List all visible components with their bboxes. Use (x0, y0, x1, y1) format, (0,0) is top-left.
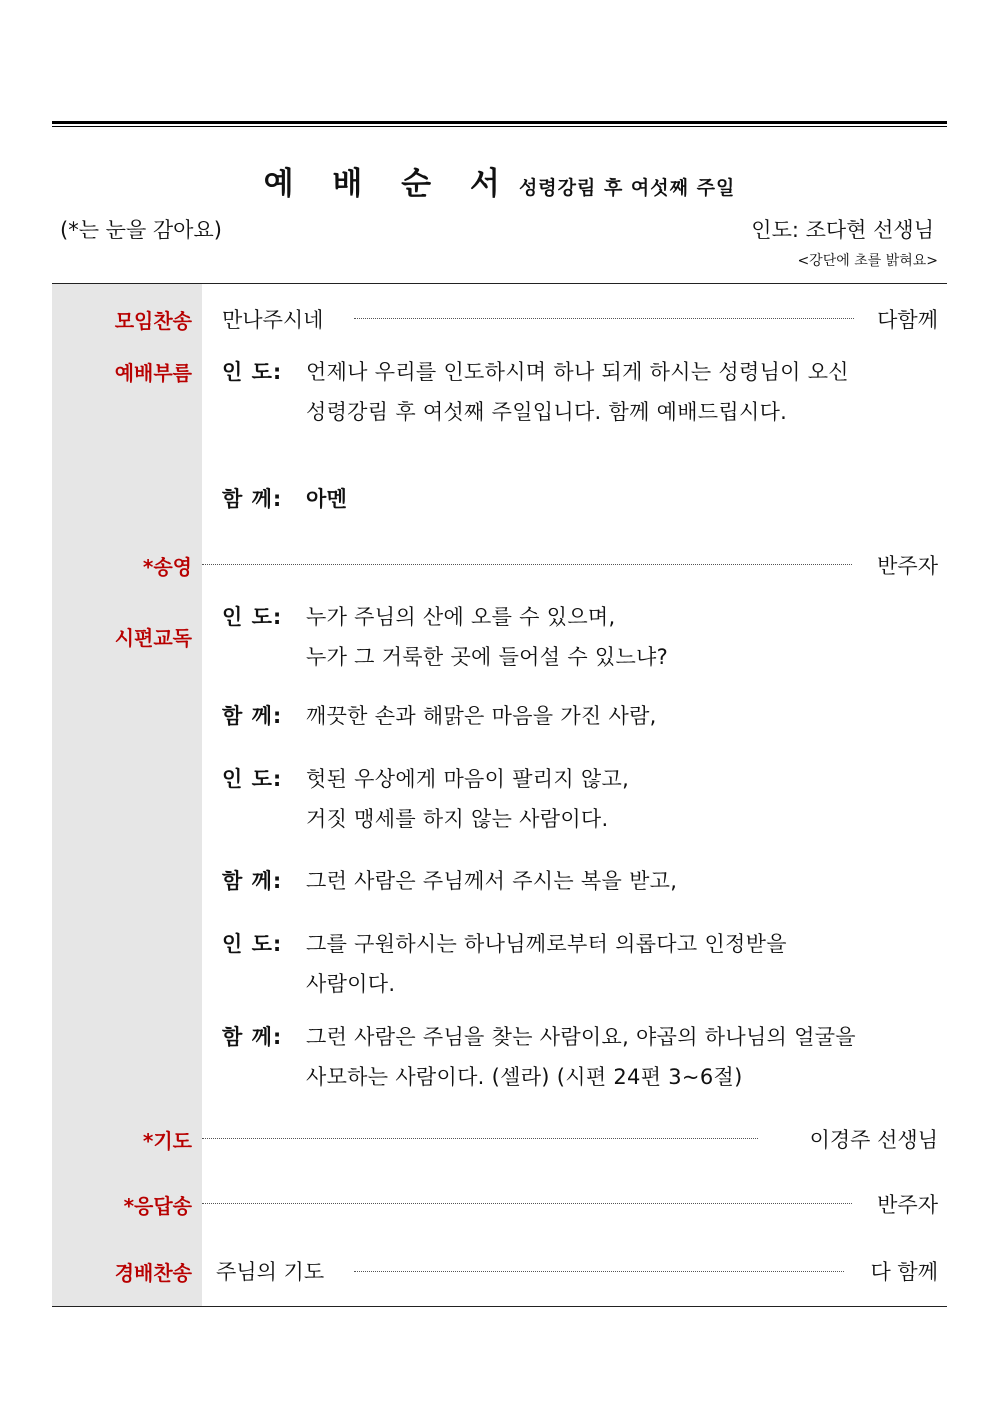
psalm-line: 깨끗한 손과 해맑은 마음을 가진 사람, (306, 704, 657, 728)
doxology-who: 반주자 (877, 554, 938, 578)
psalm-line: 거짓 맹세를 하지 않는 사람이다. (306, 807, 609, 831)
dotted-leader (354, 1271, 844, 1272)
psalm-tag: 함 께: (222, 1025, 283, 1049)
psalm-line: 사람이다. (306, 972, 396, 996)
psalm-line: 그런 사람은 주님께서 주시는 복을 받고, (306, 869, 678, 893)
call-leader-tag: 인 도: (222, 360, 283, 384)
title-row (52, 158, 947, 203)
psalm-tag: 인 도: (222, 767, 283, 791)
label-psalm-reading: 시편교독 (114, 626, 192, 650)
psalm-line: 누가 그 거룩한 곳에 들어설 수 있느냐? (306, 645, 669, 669)
psalm-line: 누가 주님의 산에 오를 수 있으며, (306, 605, 616, 629)
worship-hymn-who: 다 함께 (870, 1260, 938, 1284)
prayer-who: 이경주 선생님 (809, 1128, 938, 1152)
label-opening-hymn: 모임찬송 (114, 309, 192, 333)
psalm-line: 그를 구원하시는 하나님께로부터 의롭다고 인정받을 (306, 932, 787, 956)
psalm-line: 그런 사람은 주님을 찾는 사람이요, 야곱의 하나님의 얼굴을 (306, 1025, 856, 1049)
label-prayer: *기도 (142, 1129, 192, 1153)
psalm-tag: 함 께: (222, 869, 283, 893)
psalm-tag: 인 도: (222, 932, 283, 956)
top-double-rule-thin (52, 126, 947, 127)
response-who: 반주자 (877, 1193, 938, 1217)
psalm-line: 사모하는 사람이다. (셀라) (시편 24편 3~6절) (306, 1065, 743, 1089)
psalm-line: 헛된 우상에게 마음이 팔리지 않고, (306, 767, 630, 791)
page-title: 예 배 순 서 (263, 166, 514, 202)
dotted-leader (202, 1203, 852, 1204)
opening-hymn-title: 만나주시네 (222, 308, 324, 332)
eyes-closed-note: (*는 눈을 감아요) (60, 218, 222, 242)
label-doxology: *송영 (142, 555, 192, 579)
worship-leader: 인도: 조다현 선생님 (751, 218, 934, 242)
opening-hymn-who: 다함께 (877, 308, 938, 332)
dotted-leader (202, 1138, 758, 1139)
label-worship-hymn: 경배찬송 (114, 1261, 192, 1285)
call-leader-line-1: 언제나 우리를 인도하시며 하나 되게 하시는 성령님이 오신 (306, 360, 849, 384)
worship-hymn-title: 주님의 기도 (216, 1260, 325, 1284)
section-bottom-rule (52, 1306, 947, 1307)
top-double-rule-thick (52, 121, 947, 124)
psalm-tag: 함 께: (222, 704, 283, 728)
call-leader-line-2: 성령강림 후 여섯째 주일입니다. 함께 예배드립시다. (306, 400, 788, 424)
page-subtitle: 성령강림 후 여섯째 주일 (518, 177, 736, 199)
psalm-tag: 인 도: (222, 605, 283, 629)
label-response-song: *응답송 (123, 1194, 192, 1218)
label-call-to-worship: 예배부름 (114, 361, 192, 385)
dotted-leader (354, 318, 854, 319)
dotted-leader (202, 564, 852, 565)
candle-note: <강단에 초를 밝혀요> (797, 253, 938, 269)
call-all-tag: 함 께: (222, 487, 283, 511)
call-all-line: 아멘 (306, 487, 348, 511)
